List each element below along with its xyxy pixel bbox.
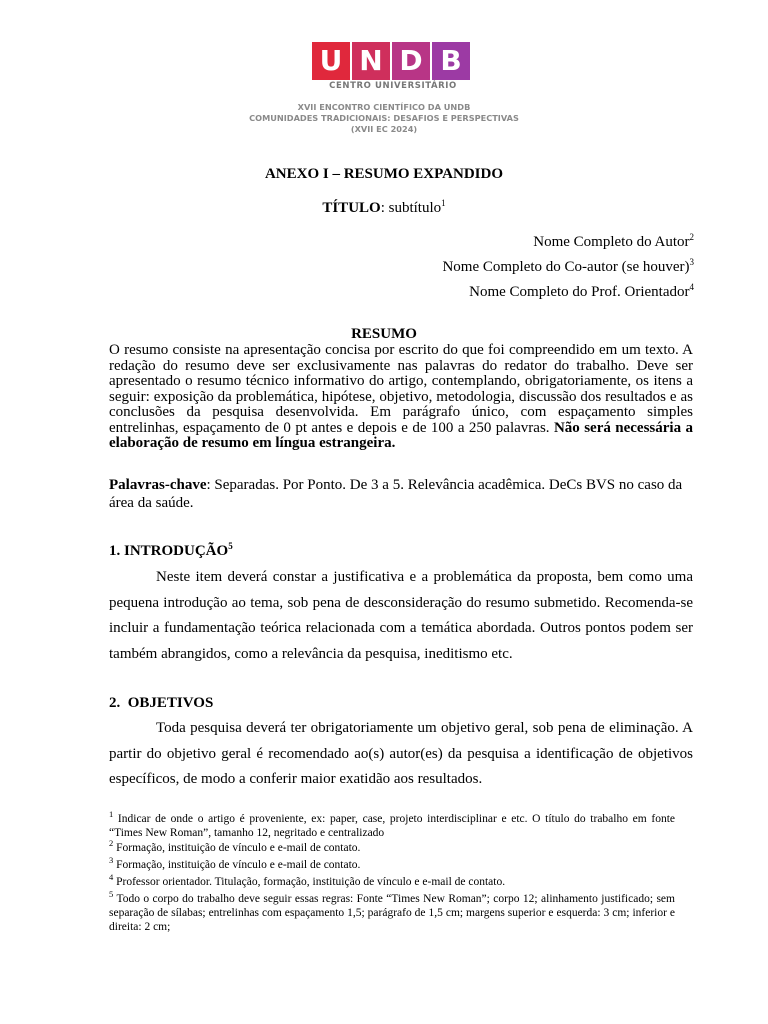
footnote-text: Indicar de onde o artigo é proveniente, ex: paper, case, projeto interdisciplinar e etc. O título do trabalho em fonte “Times New Roman”, tamanho 12, negritado e centralizado [109, 813, 675, 839]
author-name: Nome Completo do Co-autor (se houver) [442, 259, 690, 275]
title-label: TÍTULO [322, 200, 381, 216]
footnote-text: Formação, instituição de vínculo e e-mail de contato. [113, 859, 361, 871]
footnote-1 [109, 809, 675, 840]
intro-ref: 5 [228, 541, 233, 551]
annex-title: ANEXO I – RESUMO EXPANDIDO [264, 166, 504, 182]
event-header [0, 102, 768, 135]
resumo-text: O resumo consiste na apresentação concisa por escrito do que foi compreendido em um texto. A redação do resumo deve ser exclusivamente nas palavras do redator do trabalho. Deve ser apresentado o resumo técnico informativo do artigo, contemplando, obrigatoriamente, os itens a seguir: exposição da problemática, hipótese, objetivo, metodologia, discussão dos resultados e as conclusões da pesquisa desenvolvida. Em parágrafo único, com espaçamento simples entrelinhas, espaçamento de 0 pt antes e depois e de 100 a 250 palavras. [109, 342, 693, 436]
intro-paragraph [109, 565, 693, 667]
logo-subtitle: CENTRO UNIVERSITÁRIO [329, 81, 457, 91]
event-line-2: COMUNIDADES TRADICIONAIS: DESAFIOS E PERSPECTIVAS [249, 113, 519, 123]
objetivos-paragraph [109, 716, 693, 793]
footnote-number: 2 [109, 838, 114, 849]
keywords [109, 477, 693, 512]
intro-text: Neste item deverá constar a justificativa e a problemática da proposta, bem como uma pequena introdução ao tema, sob pena de desconsideração do resumo submetido. Recomenda-se incluir a fundamentação teórica relacionada com a temática abordada. Outros pontos podem ser também abrangidos, como a relevância da pesquisa, ineditismo etc. [109, 569, 693, 662]
intro-heading [109, 543, 233, 560]
title-ref: 1 [441, 198, 446, 208]
footnote-number: 3 [109, 855, 114, 866]
footnote-4 [109, 872, 675, 889]
objetivos-text: Toda pesquisa deverá ter obrigatoriamente um objetivo geral, sob pena de eliminação. A partir do objetivo geral é recomendado ao(s) autor(es) da pesquisa a identificação de objetivos específicos, de modo a conferir maior exatidão aos resultados. [109, 720, 693, 787]
author-ref: 2 [689, 232, 694, 242]
author-ref: 3 [689, 257, 694, 267]
footnote-3 [109, 855, 675, 872]
footnote-text: Formação, instituição de vínculo e e-mail de contato. [113, 842, 361, 854]
document-title [0, 200, 768, 217]
resumo-body [109, 343, 693, 452]
footnote-text: Professor orientador. Titulação, formação, instituição de vínculo e e-mail de contato. [113, 876, 506, 888]
footnote-number: 4 [109, 872, 114, 883]
keywords-label: Palavras-chave [109, 477, 207, 493]
logo-letter-u: U [312, 42, 350, 80]
footnote-text: Todo o corpo do trabalho deve seguir essas regras: Fonte “Times New Roman”; corpo 12; alinhamento justificado; sem separação de sílabas; entrelinhas com espaçamento 1,5; parágrafo de 1,5 cm; margens superior e esquerda: 3 cm; inferior e direita: 2 cm; [109, 893, 675, 933]
footnote-number: 1 [109, 809, 114, 820]
logo-letter-d: D [392, 42, 430, 80]
logo-letter-n: N [352, 42, 390, 80]
title-rest: : subtítulo [380, 200, 442, 216]
author-1 [533, 234, 694, 251]
author-name: Nome Completo do Autor [533, 234, 690, 250]
author-3 [469, 284, 694, 301]
author-2 [442, 259, 694, 276]
resumo-heading: RESUMO [351, 326, 417, 342]
event-line-1: XVII ENCONTRO CIENTÍFICO DA UNDB [297, 102, 471, 112]
author-name: Nome Completo do Prof. Orientador [469, 284, 690, 300]
intro-heading-text: 1. INTRODUÇÃO [109, 543, 229, 559]
undb-logo [312, 42, 472, 80]
keywords-text: : Separadas. Por Ponto. De 3 a 5. Relevância acadêmica. DeCs BVS no caso da área da saúde. [109, 477, 683, 511]
logo-letter-b: B [432, 42, 470, 80]
footnote-number: 5 [109, 889, 114, 900]
author-ref: 4 [689, 282, 694, 292]
footnote-5 [109, 889, 675, 934]
resumo-bold-note: Não será necessária a elaboração de resumo em língua estrangeira. [109, 419, 693, 451]
footnote-2 [109, 838, 675, 855]
event-line-3: (XVII EC 2024) [350, 124, 418, 134]
objetivos-heading: 2. OBJETIVOS [109, 695, 214, 711]
